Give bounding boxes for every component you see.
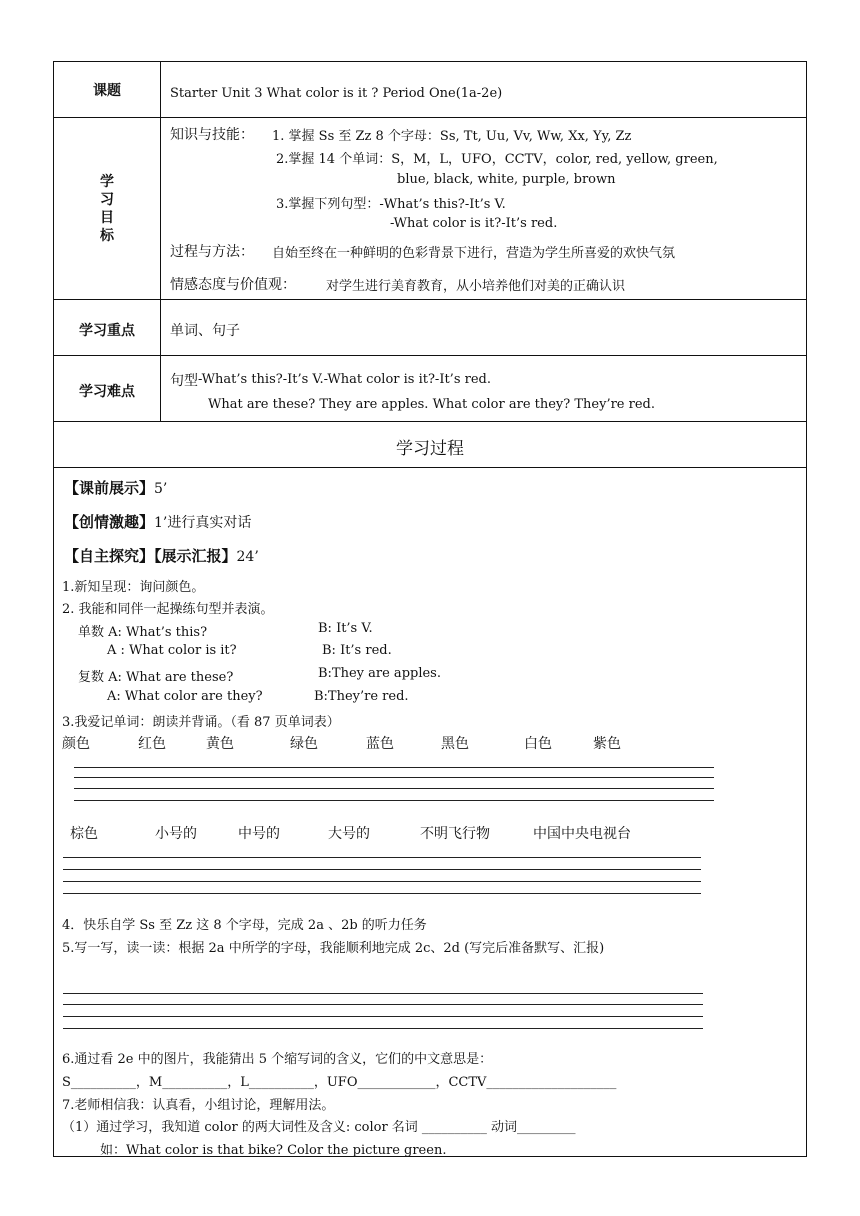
- dialog-single-a2: A : What color is it?: [107, 643, 237, 658]
- dialog-plural-b2: B:They’re red.: [314, 689, 409, 704]
- color-word: 蓝色: [366, 736, 394, 752]
- topic-value: Starter Unit 3 What color is it ? Period One(1a-2e): [170, 86, 503, 101]
- color-word: 紫色: [593, 736, 621, 752]
- vocab-word: 大号的: [328, 826, 370, 842]
- row-divider-1: [53, 117, 807, 118]
- writing-line: [63, 1016, 703, 1017]
- item-6-blanks: S__________，M__________，L__________，UFO____________，CCTV____________________: [62, 1075, 617, 1090]
- topic-label: 课题: [93, 83, 121, 99]
- process-method-text: 自始至终在一种鲜明的色彩背景下进行，营造为学生所喜爱的欢快气氛: [272, 246, 676, 261]
- focus-value: 单词、句子: [170, 323, 240, 339]
- emotion-text: 对学生进行美育教育，从小培养他们对美的正确认识: [326, 279, 626, 294]
- knowledge-line-3: 3.掌握下列句型：-What’s this?-It’s V.: [276, 197, 506, 212]
- process-method-label: 过程与方法：: [170, 244, 254, 260]
- row-divider-4: [53, 421, 807, 422]
- writing-line: [63, 893, 701, 894]
- color-word: 红色: [138, 736, 166, 752]
- writing-line: [63, 1004, 703, 1005]
- goals-label-char: 学: [100, 174, 114, 190]
- writing-line: [74, 800, 714, 801]
- knowledge-line-3b: -What color is it?-It’s red.: [390, 216, 558, 231]
- explore-time: 24’: [236, 549, 259, 565]
- writing-line: [63, 857, 701, 858]
- vocab-word: 不明飞行物: [420, 826, 490, 842]
- writing-line: [63, 993, 703, 994]
- dialog-single-b1: B: It’s V.: [318, 621, 373, 636]
- vocab-word: 中国中央电视台: [533, 826, 631, 842]
- writing-line: [63, 881, 701, 882]
- difficulty-prefix: 句型: [170, 373, 198, 389]
- pre-show-line: [64, 477, 167, 498]
- dialog-plural-a2: A: What color are they?: [107, 689, 263, 704]
- item-4: 4．快乐自学 Ss 至 Zz 这 8 个字母，完成 2a 、2b 的听力任务: [62, 918, 427, 933]
- color-word: 白色: [524, 736, 552, 752]
- item-7-1: （1）通过学习，我知道 color 的两大词性及含义: color 名词 __________ 动词_________: [62, 1120, 576, 1135]
- item-7: 7.老师相信我：认真看，小组讨论，理解用法。: [62, 1098, 335, 1113]
- knowledge-line-2b: blue, black, white, purple, brown: [397, 172, 616, 187]
- process-title: 学习过程: [396, 439, 464, 459]
- motivate-label: 【创情激趣】: [64, 513, 155, 531]
- writing-line: [74, 788, 714, 789]
- goals-label-char: 标: [100, 228, 114, 244]
- table-column-divider: [160, 61, 161, 422]
- item-3: 3.我爱记单词：朗读并背诵。（看 87 页单词表）: [62, 715, 340, 730]
- pre-show-label: 【课前展示】: [64, 479, 155, 497]
- color-word: 黄色: [206, 736, 234, 752]
- explore-line: [64, 545, 259, 566]
- row-divider-5: [53, 467, 807, 468]
- row-divider-2: [53, 299, 807, 300]
- item-1: 1.新知呈现：询问颜色。: [62, 580, 205, 595]
- focus-label: 学习重点: [79, 323, 135, 339]
- table-border-right: [806, 61, 807, 1157]
- dialog-single-a1: 单数 A: What’s this?: [78, 625, 208, 640]
- motivate-text: 1’进行真实对话: [154, 515, 252, 531]
- difficulty-label: 学习难点: [79, 384, 135, 400]
- motivate-line: [64, 511, 251, 532]
- color-word: 颜色: [62, 736, 90, 752]
- writing-line: [63, 1028, 703, 1029]
- difficulty-line-2: What are these? They are apples. What color are they? They’re red.: [208, 397, 655, 412]
- color-word: 黑色: [441, 736, 469, 752]
- item-2: 2. 我能和同伴一起操练句型并表演。: [62, 602, 274, 617]
- table-border-top: [53, 61, 807, 62]
- table-border-left: [53, 61, 54, 1157]
- knowledge-line-2: 2.掌握 14 个单词：S，M，L，UFO，CCTV，color, red, yellow, green,: [276, 152, 718, 167]
- item-6: 6.通过看 2e 中的图片，我能猜出 5 个缩写词的含义，它们的中文意思是：: [62, 1052, 493, 1067]
- dialog-plural-a1: 复数 A: What are these?: [78, 670, 234, 685]
- vocab-word: 中号的: [238, 826, 280, 842]
- emotion-label: 情感态度与价值观：: [170, 277, 296, 293]
- dialog-single-b2: B: It’s red.: [322, 643, 392, 658]
- goals-label-char: 目: [100, 210, 114, 226]
- writing-line: [74, 777, 714, 778]
- writing-line: [74, 767, 714, 768]
- item-7-example: 如：What color is that bike? Color the picture green.: [100, 1143, 447, 1158]
- explore-label: 【自主探究】【展示汇报】: [64, 547, 237, 565]
- knowledge-label: 知识与技能：: [170, 127, 254, 143]
- item-5: 5.写一写，读一读：根据 2a 中所学的字母，我能顺利地完成 2c、2d (写完后准备默写、汇报): [62, 941, 605, 956]
- dialog-plural-b1: B:They are apples.: [318, 666, 441, 681]
- goals-label-char: 习: [100, 192, 114, 208]
- row-divider-3: [53, 355, 807, 356]
- knowledge-line-1: 1. 掌握 Ss 至 Zz 8 个字母：Ss, Tt, Uu, Vv, Ww, Xx, Yy, Zz: [272, 129, 632, 144]
- difficulty-line-1: -What’s this?-It’s V.-What color is it?-It’s red.: [198, 372, 491, 387]
- color-word: 绿色: [290, 736, 318, 752]
- vocab-word: 棕色: [70, 826, 98, 842]
- writing-line: [63, 869, 701, 870]
- vocab-word: 小号的: [155, 826, 197, 842]
- pre-show-time: 5’: [154, 481, 168, 497]
